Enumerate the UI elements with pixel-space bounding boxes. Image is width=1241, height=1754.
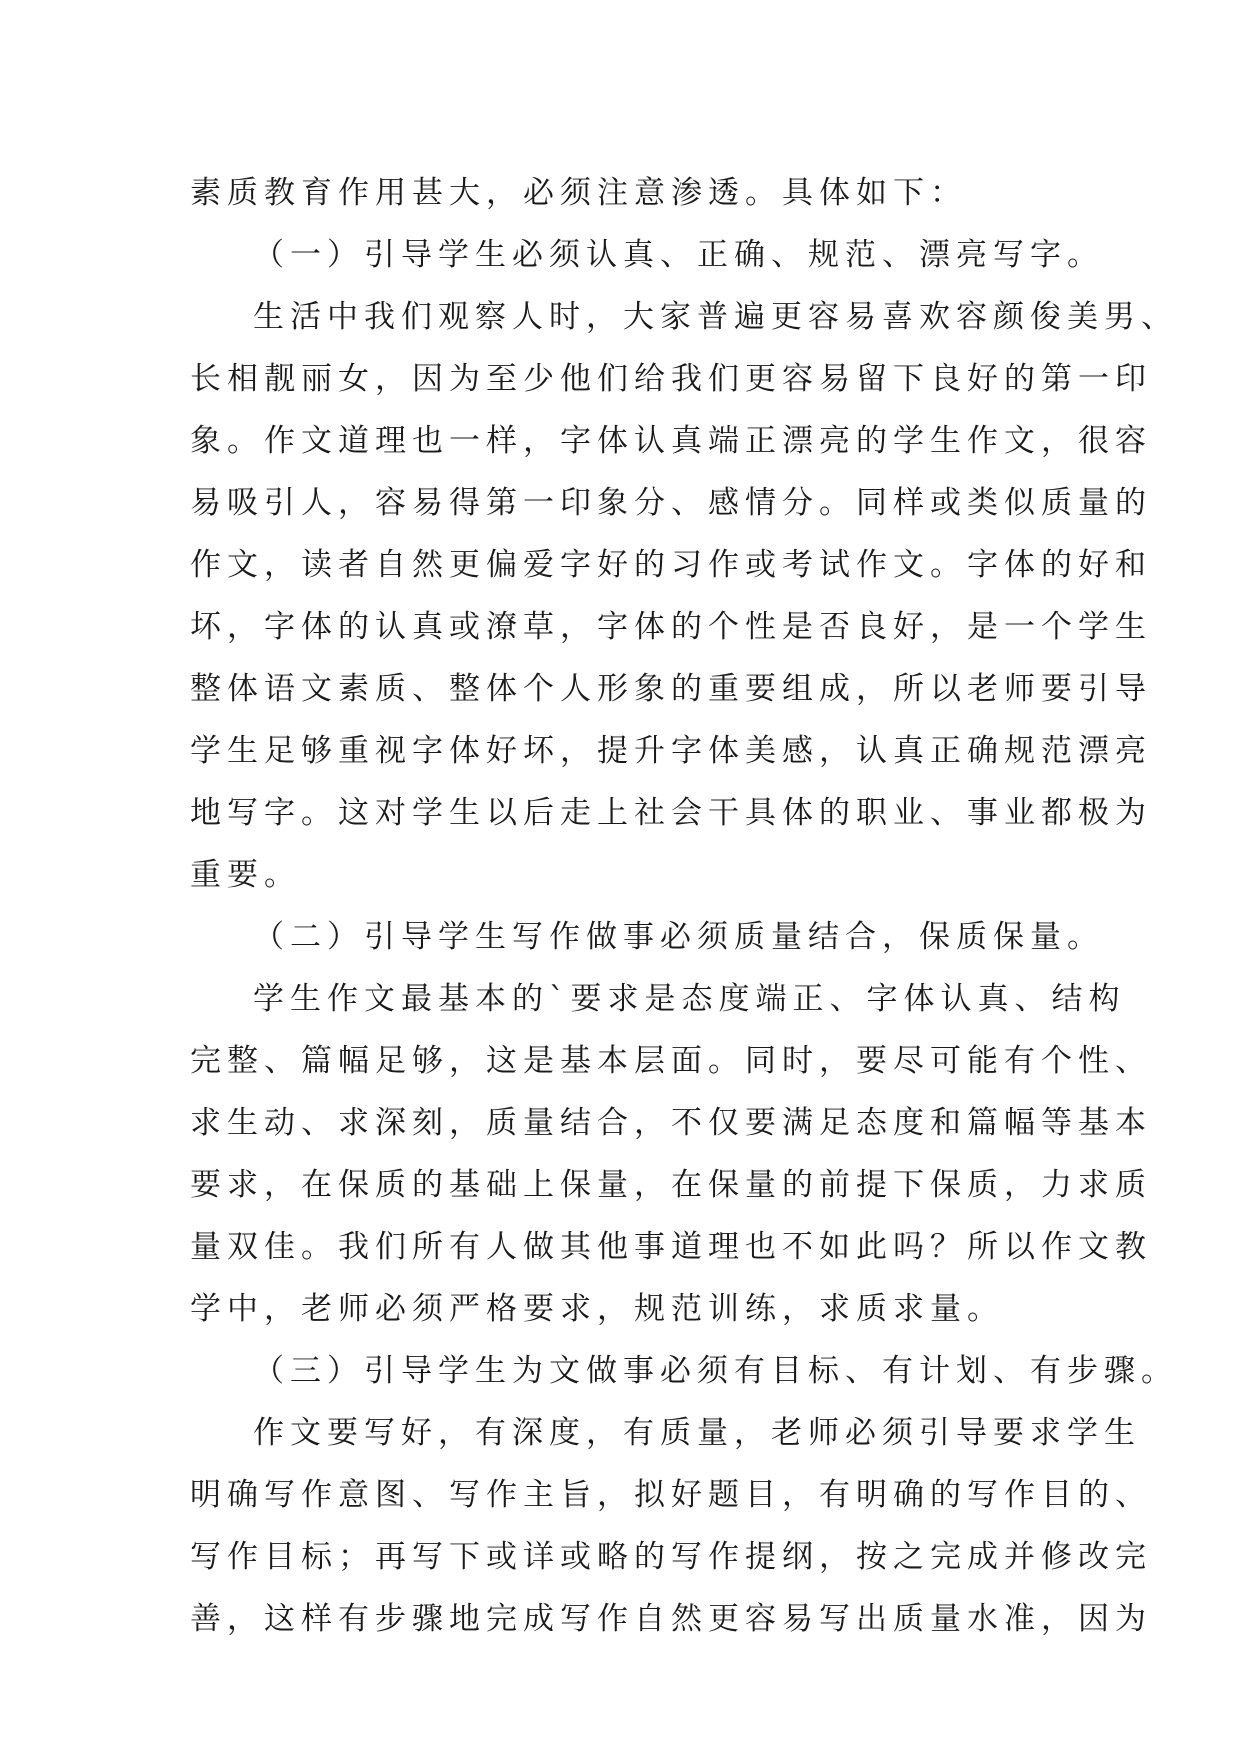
text-line: 明确写作意图、写作主旨，拟好题目，有明确的写作目的、 — [190, 1477, 1152, 1513]
text-line: 要求，在保质的基础上保量，在保量的前提下保质，力求质 — [190, 1167, 1152, 1203]
text-line: 写作目标；再写下或详或略的写作提纲，按之完成并修改完 — [190, 1539, 1152, 1575]
body-text — [190, 162, 1178, 1650]
paragraph-start: 学生作文最基本的`要求是态度端正、字体认真、结构 — [253, 981, 1126, 1017]
text-line: 求生动、求深刻，质量结合，不仅要满足态度和篇幅等基本 — [190, 1105, 1152, 1141]
text-line: 象。作文道理也一样，字体认真端正漂亮的学生作文，很容 — [190, 423, 1152, 459]
text-line: 量双佳。我们所有人做其他事道理也不如此吗？所以作文教 — [190, 1229, 1152, 1265]
text-line: 完整、篇幅足够，这是基本层面。同时，要尽可能有个性、 — [190, 1043, 1152, 1079]
section-heading-3: （三）引导学生为文做事必须有目标、有计划、有步骤。 — [253, 1353, 1178, 1389]
text-line: 作文，读者自然更偏爱字好的习作或考试作文。字体的好和 — [190, 547, 1152, 583]
text-line: 学中，老师必须严格要求，规范训练，求质求量。 — [190, 1291, 1004, 1327]
text-line: 地写字。这对学生以后走上社会干具体的职业、事业都极为 — [190, 795, 1152, 831]
text-line: 整体语文素质、整体个人形象的重要组成，所以老师要引导 — [190, 671, 1152, 707]
text-line: 易吸引人，容易得第一印象分、感情分。同样或类似质量的 — [190, 485, 1152, 521]
text-line: 素质教育作用甚大，必须注意渗透。具体如下： — [190, 175, 967, 211]
text-line: 善，这样有步骤地完成写作自然更容易写出质量水准，因为 — [190, 1601, 1152, 1637]
text-line: 学生足够重视字体好坏，提升字体美感，认真正确规范漂亮 — [190, 733, 1152, 769]
paragraph-start: 生活中我们观察人时，大家普遍更容易喜欢容颜俊美男、 — [253, 299, 1178, 335]
section-heading-1: （一）引导学生必须认真、正确、规范、漂亮写字。 — [253, 237, 1104, 273]
text-line: 坏，字体的认真或潦草，字体的个性是否良好，是一个学生 — [190, 609, 1152, 645]
text-line: 重要。 — [190, 857, 301, 893]
text-line: 长相靓丽女，因为至少他们给我们更容易留下良好的第一印 — [190, 361, 1152, 397]
paragraph-start: 作文要写好，有深度，有质量，老师必须引导要求学生 — [253, 1415, 1141, 1451]
section-heading-2: （二）引导学生写作做事必须质量结合，保质保量。 — [253, 919, 1104, 955]
